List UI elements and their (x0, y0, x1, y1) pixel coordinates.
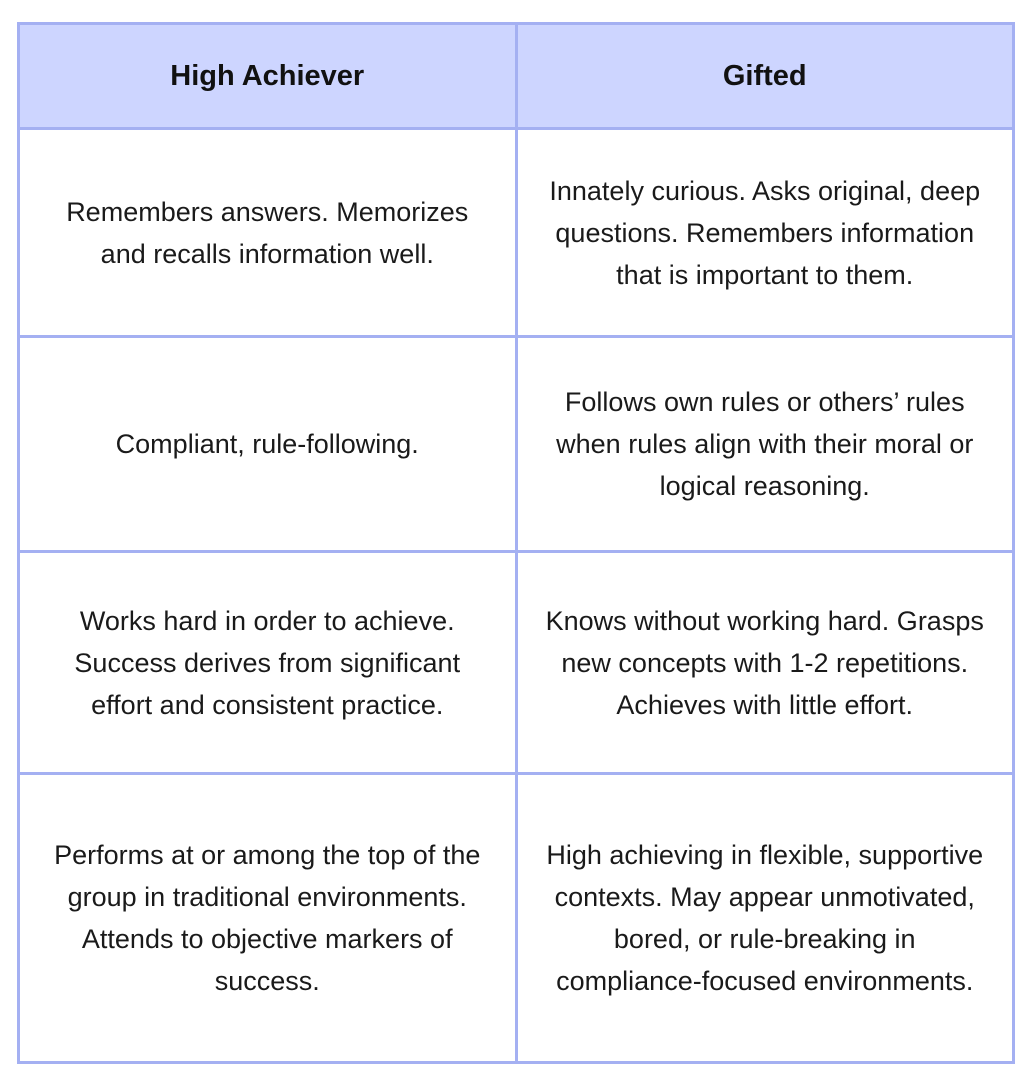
cell-gifted: Follows own rules or others’ rules when rules align with their moral or logical reasoning. (516, 337, 1014, 552)
header-gifted: Gifted (516, 24, 1014, 129)
header-row (19, 24, 1014, 129)
cell-high-achiever: Performs at or among the top of the group in traditional environments. Attends to objective markers of success. (19, 774, 517, 1063)
cell-high-achiever: Works hard in order to achieve. Success derives from significant effort and consistent practice. (19, 552, 517, 774)
table-body (19, 129, 1014, 1063)
table-row (19, 129, 1014, 337)
comparison-table (17, 22, 1015, 1064)
cell-gifted: Innately curious. Asks original, deep questions. Remembers information that is important to them. (516, 129, 1014, 337)
table-row (19, 774, 1014, 1063)
cell-gifted: Knows without working hard. Grasps new concepts with 1-2 repetitions. Achieves with little effort. (516, 552, 1014, 774)
cell-high-achiever: Compliant, rule-following. (19, 337, 517, 552)
table-row (19, 337, 1014, 552)
header-high-achiever: High Achiever (19, 24, 517, 129)
cell-high-achiever: Remembers answers. Memorizes and recalls information well. (19, 129, 517, 337)
table-row (19, 552, 1014, 774)
table-header (19, 24, 1014, 129)
cell-gifted: High achieving in flexible, supportive contexts. May appear unmotivated, bored, or rule-breaking in compliance-focused environments. (516, 774, 1014, 1063)
